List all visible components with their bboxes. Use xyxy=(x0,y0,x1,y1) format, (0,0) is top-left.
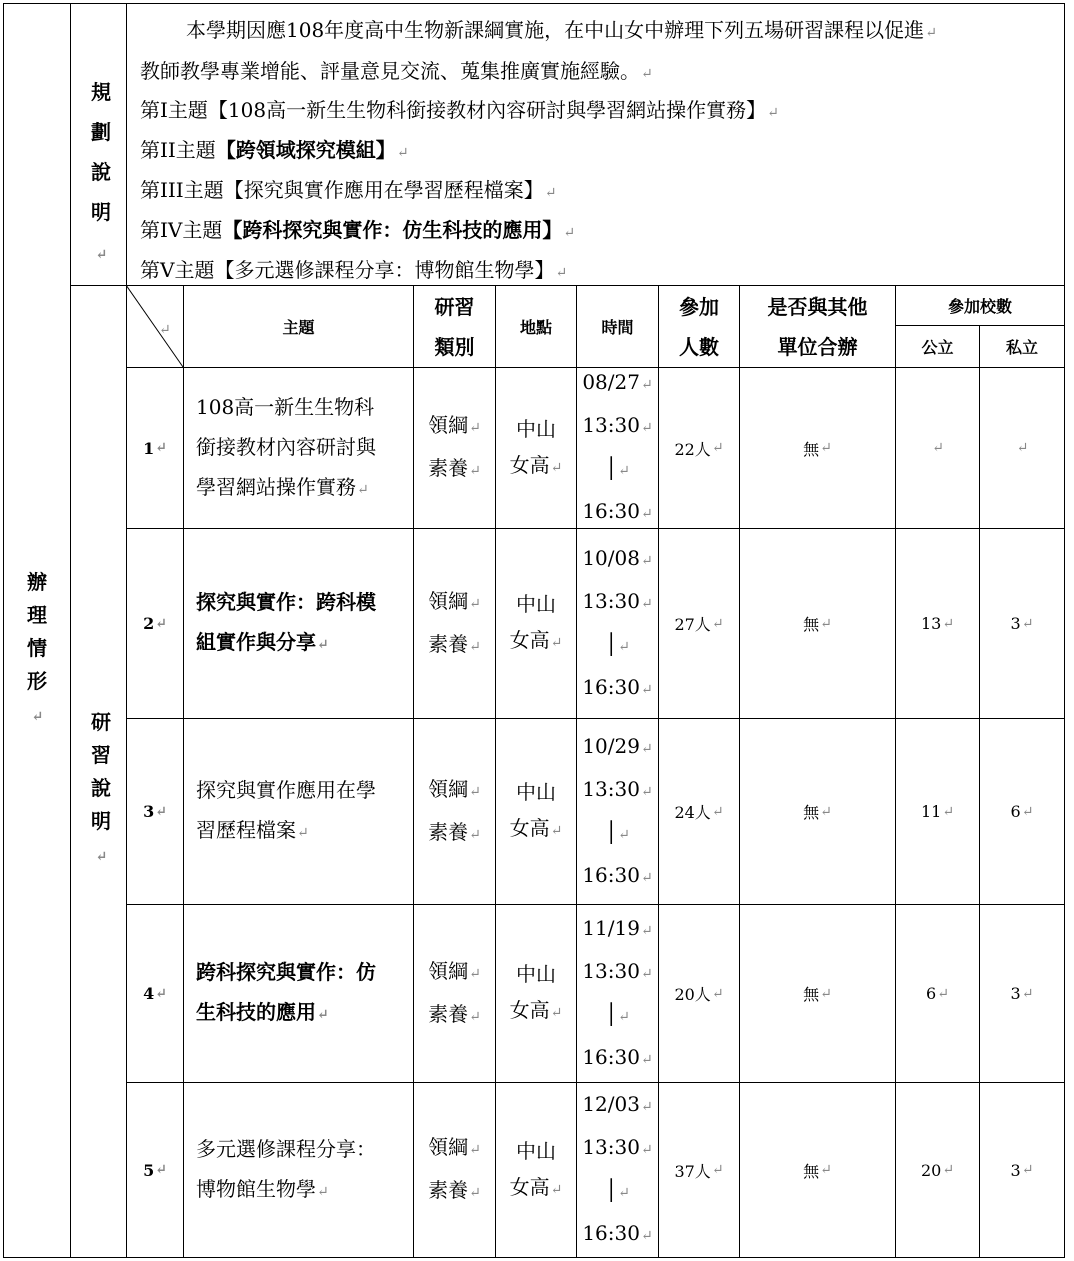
plan-theme-1: 第I主題【108高一新生生物科銜接教材內容研討與學習網站操作實務】↵ xyxy=(140,98,779,122)
row-number xyxy=(127,529,183,718)
row-place xyxy=(496,905,576,1082)
return-mark: ↵ xyxy=(469,826,481,843)
plan-theme-2: 第II主題【跨領域探究模組】↵ xyxy=(140,138,409,162)
row-place-line: 中山 xyxy=(516,416,556,441)
return-mark: ↵ xyxy=(820,985,832,1002)
row-private-text: 3 xyxy=(1010,614,1021,633)
row-type-line: 領綱↵ xyxy=(428,958,481,983)
row-count-text: 37人 xyxy=(674,1161,711,1181)
row-theme-text xyxy=(196,770,376,853)
row-theme-line: 多元選修課程分享： xyxy=(196,1136,376,1161)
row-joint xyxy=(740,1083,895,1257)
row-count xyxy=(659,1083,739,1257)
row-place-line: 中山 xyxy=(516,592,556,616)
return-mark: ↵ xyxy=(1021,985,1034,1002)
row-time-line: 16:30↵ xyxy=(582,862,653,887)
row-theme-line: 108高一新生生物科 xyxy=(196,394,375,419)
plan-label: 規劃說明↵ xyxy=(91,80,111,263)
return-mark: ↵ xyxy=(550,635,563,651)
row-count-text: 20人 xyxy=(674,985,711,1004)
row-time xyxy=(577,719,658,904)
return-mark: ↵ xyxy=(317,637,329,653)
row-theme xyxy=(184,529,413,718)
col-border-a xyxy=(70,3,71,1258)
header-count: 參加 人數 xyxy=(679,294,719,359)
row-theme-line: 學習網站操作實務↵ xyxy=(196,474,369,499)
row-theme-text xyxy=(196,387,376,510)
return-mark: ↵ xyxy=(618,463,630,479)
row-theme-line: 探究與實作：跨科模 xyxy=(196,590,376,614)
row-count-text: 24人 xyxy=(674,803,711,822)
row-public xyxy=(896,1083,979,1257)
row-place-line: 中山 xyxy=(516,962,556,986)
row-type xyxy=(414,368,495,528)
return-mark: ↵ xyxy=(550,459,563,476)
return-mark: ↵ xyxy=(555,265,568,281)
row-time-line: 13:30↵ xyxy=(582,1135,653,1159)
row-private xyxy=(980,368,1064,528)
time-range-bar: │↵ xyxy=(605,1001,630,1026)
row-number xyxy=(127,905,183,1082)
row-type xyxy=(414,905,495,1082)
row-type-line: 素養↵ xyxy=(428,1178,481,1202)
return-mark: ↵ xyxy=(711,1162,724,1178)
return-mark: ↵ xyxy=(1021,803,1034,820)
row-private xyxy=(980,529,1064,718)
return-mark: ↵ xyxy=(942,803,955,820)
plan-theme-5: 第V主題【多元選修課程分享：博物館生物學】↵ xyxy=(140,258,568,282)
header-schools: 參加校數 xyxy=(947,297,1012,316)
study-label: 研習說明↵ xyxy=(91,710,111,865)
row-joint xyxy=(740,905,895,1082)
return-mark: ↵ xyxy=(820,1162,832,1178)
return-mark: ↵ xyxy=(711,803,724,820)
row-joint xyxy=(740,529,895,718)
row-time-line: 16:30↵ xyxy=(582,1044,653,1069)
row-count xyxy=(659,719,739,904)
time-range-bar: │↵ xyxy=(605,456,630,480)
row-time-line: 13:30↵ xyxy=(582,413,653,437)
row-time-line: 12/03↵ xyxy=(582,1092,653,1116)
return-mark: ↵ xyxy=(1021,615,1034,632)
return-mark: ↵ xyxy=(469,1142,481,1158)
return-mark: ↵ xyxy=(155,615,167,632)
return-mark: ↵ xyxy=(640,595,653,612)
return-mark: ↵ xyxy=(544,185,557,201)
row-place xyxy=(496,719,576,904)
row-type-line: 領綱↵ xyxy=(428,588,481,613)
return-mark: ↵ xyxy=(640,1099,653,1115)
row-public xyxy=(896,368,979,528)
plan-theme-4: 第IV主題【跨科探究與實作：仿生科技的應用】↵ xyxy=(140,218,576,242)
row-time-line: 13:30↵ xyxy=(582,958,653,983)
return-mark: ↵ xyxy=(640,681,653,698)
row-theme-line: 生科技的應用↵ xyxy=(196,1000,329,1024)
table-border-left xyxy=(3,3,4,1258)
return-mark: ↵ xyxy=(396,145,409,161)
row-type-line: 素養↵ xyxy=(428,456,481,480)
return-mark: ↵ xyxy=(618,826,630,843)
row-place-line: 女高↵ xyxy=(509,628,563,652)
return-mark: ↵ xyxy=(640,506,653,522)
row-number-text: 1 xyxy=(143,438,155,458)
return-mark: ↵ xyxy=(95,247,108,263)
plan-intro-line1: 本學期因應108年度高中生物新課綱實施，在中山女中辦理下列五場研習課程以促進↵ xyxy=(186,18,937,42)
row-type-line: 領綱↵ xyxy=(428,776,481,801)
return-mark: ↵ xyxy=(95,849,108,865)
row-time-line: 10/08↵ xyxy=(582,545,653,570)
return-mark: ↵ xyxy=(155,1162,167,1178)
return-mark: ↵ xyxy=(159,322,171,338)
header-type: 研習 類別 xyxy=(434,294,475,359)
return-mark: ↵ xyxy=(155,803,167,820)
row-joint-text: 無 xyxy=(803,615,820,634)
header-joint: 是否與其他 單位合辦 xyxy=(767,294,868,359)
row-number xyxy=(127,368,183,528)
row-number xyxy=(127,719,183,904)
row-number xyxy=(127,1083,183,1257)
row-public-text: 11 xyxy=(920,802,942,821)
row-theme-text xyxy=(196,952,376,1035)
row-theme-line: 跨科探究與實作：仿 xyxy=(196,960,376,984)
return-mark: ↵ xyxy=(469,463,481,479)
return-mark: ↵ xyxy=(155,985,167,1002)
table-border-top xyxy=(3,3,1065,4)
row-type xyxy=(414,719,495,904)
header-private: 私立 xyxy=(1005,338,1038,357)
row-public xyxy=(896,529,979,718)
return-mark: ↵ xyxy=(711,440,724,456)
row-time-line: 13:30↵ xyxy=(582,588,653,613)
row-place-line: 中山 xyxy=(516,780,556,804)
time-range-bar: │↵ xyxy=(605,1178,630,1202)
row-type xyxy=(414,1083,495,1257)
return-mark: ↵ xyxy=(640,740,653,757)
return-mark: ↵ xyxy=(640,783,653,800)
header-place: 地點 xyxy=(519,318,552,337)
return-mark: ↵ xyxy=(942,615,955,632)
header-time: 時間 xyxy=(601,318,634,337)
row-public-text: 13 xyxy=(920,614,942,633)
row-joint xyxy=(740,368,895,528)
row-joint-text: 無 xyxy=(803,439,820,459)
return-mark: ↵ xyxy=(550,1005,563,1021)
row-number-text: 3 xyxy=(143,802,155,821)
row-count xyxy=(659,529,739,718)
return-mark: ↵ xyxy=(942,1162,955,1178)
return-mark: ↵ xyxy=(820,803,832,820)
return-mark: ↵ xyxy=(469,1185,481,1201)
return-mark: ↵ xyxy=(1021,1162,1034,1178)
return-mark: ↵ xyxy=(469,1008,481,1025)
row-joint-text: 無 xyxy=(803,1161,820,1181)
return-mark: ↵ xyxy=(937,985,949,1002)
return-mark: ↵ xyxy=(550,823,563,839)
row-theme-line: 習歷程檔案↵ xyxy=(196,818,309,842)
row-public xyxy=(896,719,979,904)
row-place-line: 女高↵ xyxy=(509,452,563,477)
row-place xyxy=(496,529,576,718)
row-public-text: 6 xyxy=(926,984,937,1003)
row-public-text: 20 xyxy=(920,1160,942,1180)
row-time-line: 16:30↵ xyxy=(582,499,653,523)
row-number-text: 2 xyxy=(143,614,155,633)
row-place xyxy=(496,1083,576,1257)
return-mark: ↵ xyxy=(711,615,724,632)
section-left-label: 辦理情形↵ xyxy=(27,570,47,725)
row-theme xyxy=(184,368,413,528)
row-theme-text xyxy=(196,1129,376,1212)
row-count-text: 22人 xyxy=(674,439,711,459)
table-border-right xyxy=(1064,3,1065,1258)
return-mark: ↵ xyxy=(641,66,653,82)
row-joint-text: 無 xyxy=(803,985,820,1004)
return-mark: ↵ xyxy=(469,965,481,982)
row-place-line: 女高↵ xyxy=(509,998,563,1022)
row-place-line: 女高↵ xyxy=(509,816,563,840)
return-mark: ↵ xyxy=(640,377,653,393)
return-mark: ↵ xyxy=(820,615,832,632)
row-public xyxy=(896,905,979,1082)
return-mark: ↵ xyxy=(1016,440,1029,456)
row-time-line: 13:30↵ xyxy=(582,776,653,801)
return-mark: ↵ xyxy=(563,225,576,241)
return-mark: ↵ xyxy=(550,1181,563,1198)
return-mark: ↵ xyxy=(618,1008,630,1025)
row-time-line: 10/29↵ xyxy=(582,733,653,758)
row-place-line: 中山 xyxy=(516,1138,556,1163)
row-theme xyxy=(184,1083,413,1257)
row-private xyxy=(980,719,1064,904)
header-diagonal xyxy=(126,285,184,368)
row-theme-line: 銜接教材內容研討與 xyxy=(196,434,376,459)
return-mark: ↵ xyxy=(640,1228,653,1244)
return-mark: ↵ xyxy=(618,1185,630,1201)
row-type-line: 素養↵ xyxy=(428,819,481,844)
row-number-text: 5 xyxy=(143,1160,155,1180)
row-private-text: 6 xyxy=(1010,802,1021,821)
row-theme-line: 博物館生物學↵ xyxy=(196,1176,329,1201)
row-type-line: 素養↵ xyxy=(428,1001,481,1026)
row-type-line: 領綱↵ xyxy=(428,413,481,437)
row-joint xyxy=(740,719,895,904)
row-type xyxy=(414,529,495,718)
return-mark: ↵ xyxy=(317,1007,329,1023)
row-type-line: 領綱↵ xyxy=(428,1135,481,1159)
row-private-text: 3 xyxy=(1010,1160,1021,1180)
return-mark: ↵ xyxy=(469,638,481,655)
row-private xyxy=(980,1083,1064,1257)
header-public: 公立 xyxy=(921,338,954,357)
row-time-line: 08/27↵ xyxy=(582,370,653,394)
row-theme-line: 組實作與分享↵ xyxy=(196,630,329,654)
header-theme: 主題 xyxy=(282,318,315,337)
row-theme xyxy=(184,719,413,904)
return-mark: ↵ xyxy=(711,985,724,1002)
plan-theme-3: 第III主題【探究與實作應用在學習歷程檔案】↵ xyxy=(140,178,557,202)
return-mark: ↵ xyxy=(357,481,369,498)
return-mark: ↵ xyxy=(640,965,653,982)
row-time xyxy=(577,529,658,718)
row-theme-line: 探究與實作應用在學 xyxy=(196,778,376,802)
return-mark: ↵ xyxy=(767,105,779,121)
row-place-line: 女高↵ xyxy=(509,1174,563,1199)
return-mark: ↵ xyxy=(640,420,653,436)
row-time-line: 16:30↵ xyxy=(582,674,653,699)
return-mark: ↵ xyxy=(317,1183,329,1200)
return-mark: ↵ xyxy=(820,440,832,456)
row-time xyxy=(577,368,658,528)
return-mark: ↵ xyxy=(640,1051,653,1068)
time-range-bar: │↵ xyxy=(605,819,630,844)
row-number-text: 4 xyxy=(143,984,155,1003)
return-mark: ↵ xyxy=(640,922,653,939)
return-mark: ↵ xyxy=(932,440,944,456)
return-mark: ↵ xyxy=(925,25,937,41)
return-mark: ↵ xyxy=(155,440,167,456)
row-joint-text: 無 xyxy=(803,803,820,822)
row-time xyxy=(577,1083,658,1257)
time-range-bar: │↵ xyxy=(605,631,630,656)
row-theme xyxy=(184,905,413,1082)
return-mark: ↵ xyxy=(469,420,481,436)
row-theme-text xyxy=(196,582,376,665)
return-mark: ↵ xyxy=(31,709,44,725)
return-mark: ↵ xyxy=(469,595,481,612)
row-private-text: 3 xyxy=(1010,984,1021,1003)
plan-intro-line2: 教師教學專業增能、評量意見交流、蒐集推廣實施經驗。↵ xyxy=(140,59,653,83)
row-private xyxy=(980,905,1064,1082)
row-place xyxy=(496,368,576,528)
return-mark: ↵ xyxy=(297,825,309,841)
row-time-line: 16:30↵ xyxy=(582,1221,653,1245)
return-mark: ↵ xyxy=(640,869,653,886)
row-count xyxy=(659,905,739,1082)
row-count xyxy=(659,368,739,528)
return-mark: ↵ xyxy=(640,1142,653,1158)
return-mark: ↵ xyxy=(618,638,630,655)
return-mark: ↵ xyxy=(640,552,653,569)
row-count-text: 27人 xyxy=(674,615,711,634)
table-border-bottom xyxy=(3,1257,1065,1258)
row-time-line: 11/19↵ xyxy=(582,915,653,940)
return-mark: ↵ xyxy=(469,783,481,800)
row-time xyxy=(577,905,658,1082)
row-type-line: 素養↵ xyxy=(428,631,481,656)
